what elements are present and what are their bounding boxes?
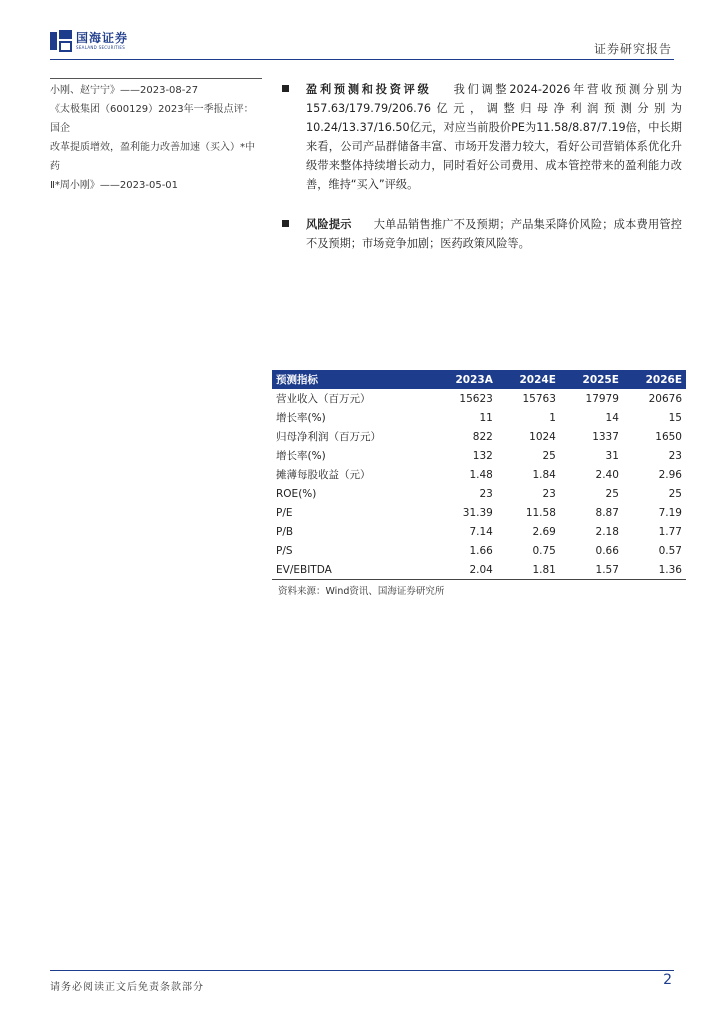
logo-name-en: SEALAND SECURITIES (76, 44, 126, 50)
table-cell: 1.66 (469, 544, 493, 557)
table-cell: 20676 (648, 392, 682, 405)
table-cell: 2.96 (658, 468, 682, 481)
header-divider (50, 59, 674, 60)
table-cell: 0.75 (532, 544, 556, 557)
table-cell: 822 (472, 430, 493, 443)
table-source-note: 资料来源：Wind资讯、国海证券研究所 (278, 586, 445, 597)
table-cell: 1 (549, 411, 556, 424)
table-cell: 132 (472, 449, 493, 462)
table-cell: 23 (668, 449, 682, 462)
table-cell: 1650 (655, 430, 682, 443)
related-reports (50, 78, 262, 195)
row-label: P/E (276, 506, 293, 519)
table-cell: 2.04 (432, 560, 496, 580)
table-cell: 15623 (459, 392, 493, 405)
table-cell: 15763 (522, 392, 556, 405)
table-cell: 2.18 (595, 525, 619, 538)
section-text: 我们调整2024-2026年营收预测分别为157.63/179.79/206.76亿元，调整归母净利润预测分别为10.24/13.37/16.50亿元，对应当前股价PE为11.58/8.87/7.19倍，中长期来看，公司产品群储备丰富、市场开发潜力较大，看好公司营销体系优化升级带来整体持续增长动力，同时看好公司费用、成本管控带来的盈利能力改善，维持“买入”评级。 (306, 83, 682, 191)
table-cell: 7.14 (469, 525, 493, 538)
row-label: 归母净利润（百万元） (276, 431, 381, 443)
table-cell: 1.36 (623, 560, 686, 580)
brand-logo (50, 28, 128, 54)
table-cell: 17979 (585, 392, 619, 405)
related-report-line: 小刚、赵宁宁》——2023-08-27 (50, 85, 199, 96)
column-header: 2026E (623, 370, 686, 389)
row-label: ROE(%) (276, 487, 317, 500)
related-report-line: 《太极集团（600129）2023年一季报点评：国企 (50, 104, 254, 134)
related-report-line: Ⅱ*周小刚》——2023-05-01 (50, 180, 179, 191)
row-label: 增长率(%) (276, 450, 326, 462)
forecast-section (282, 80, 682, 194)
table-cell: 1.81 (497, 560, 560, 580)
related-report-line: 改革提质增效，盈利能力改善加速（买入）*中药 (50, 142, 255, 172)
table-cell: 11 (479, 411, 493, 424)
column-header: 2025E (560, 370, 623, 389)
row-label: P/S (276, 544, 293, 557)
table-cell: 25 (605, 487, 619, 500)
table-cell: 31.39 (462, 506, 493, 519)
table-row (272, 465, 686, 484)
table-row (272, 408, 686, 427)
logo-name: 国海证券 (76, 30, 129, 45)
column-header: 预测指标 (272, 370, 432, 389)
section-title: 盈利预测和投资评级 (306, 83, 432, 96)
table-cell: 11.58 (525, 506, 556, 519)
page-number: 2 (663, 972, 672, 988)
table-cell: 25 (542, 449, 556, 462)
table-row (272, 446, 686, 465)
table-header-row (272, 370, 686, 389)
table-cell: 8.87 (595, 506, 619, 519)
table-cell: 23 (479, 487, 493, 500)
logo-icon (50, 30, 72, 52)
table-row (272, 522, 686, 541)
section-text: 大单品销售推广不及预期；产品集采降价风险；成本费用管控不及预期；市场竞争加剧；医药政策风险等。 (306, 218, 682, 250)
row-label: P/B (276, 525, 294, 538)
table-row (272, 560, 686, 580)
risk-section (282, 215, 682, 253)
footer-divider (50, 970, 674, 971)
sidebar-divider (50, 78, 262, 79)
table-cell: 25 (668, 487, 682, 500)
table-row (272, 503, 686, 522)
table-cell: 1.84 (532, 468, 556, 481)
table-cell: 31 (605, 449, 619, 462)
table-row (272, 541, 686, 560)
table-row (272, 389, 686, 408)
forecast-table (272, 370, 686, 597)
table-cell: 1.57 (560, 560, 623, 580)
table-row (272, 427, 686, 446)
section-title: 风险提示 (306, 218, 352, 231)
table-row (272, 484, 686, 503)
table-cell: 1.77 (658, 525, 682, 538)
table-cell: 2.69 (532, 525, 556, 538)
row-label: 增长率(%) (276, 412, 326, 424)
table-cell: 1024 (529, 430, 556, 443)
table-cell: 1337 (592, 430, 619, 443)
report-type: 证券研究报告 (593, 42, 672, 56)
table-cell: 15 (668, 411, 682, 424)
table-cell: 0.66 (595, 544, 619, 557)
column-header: 2023A (432, 370, 496, 389)
row-label: 摊薄每股收益（元） (276, 469, 371, 481)
column-header: 2024E (497, 370, 560, 389)
row-label: EV/EBITDA (272, 560, 432, 580)
bullet-square-icon (282, 220, 289, 227)
row-label: 营业收入（百万元） (276, 393, 371, 405)
table-cell: 1.48 (469, 468, 493, 481)
bullet-square-icon (282, 85, 289, 92)
table-cell: 23 (542, 487, 556, 500)
table-cell: 14 (605, 411, 619, 424)
disclaimer-note: 请务必阅读正文后免责条款部分 (50, 982, 204, 993)
table-cell: 7.19 (658, 506, 682, 519)
table-cell: 0.57 (658, 544, 682, 557)
table-cell: 2.40 (595, 468, 619, 481)
